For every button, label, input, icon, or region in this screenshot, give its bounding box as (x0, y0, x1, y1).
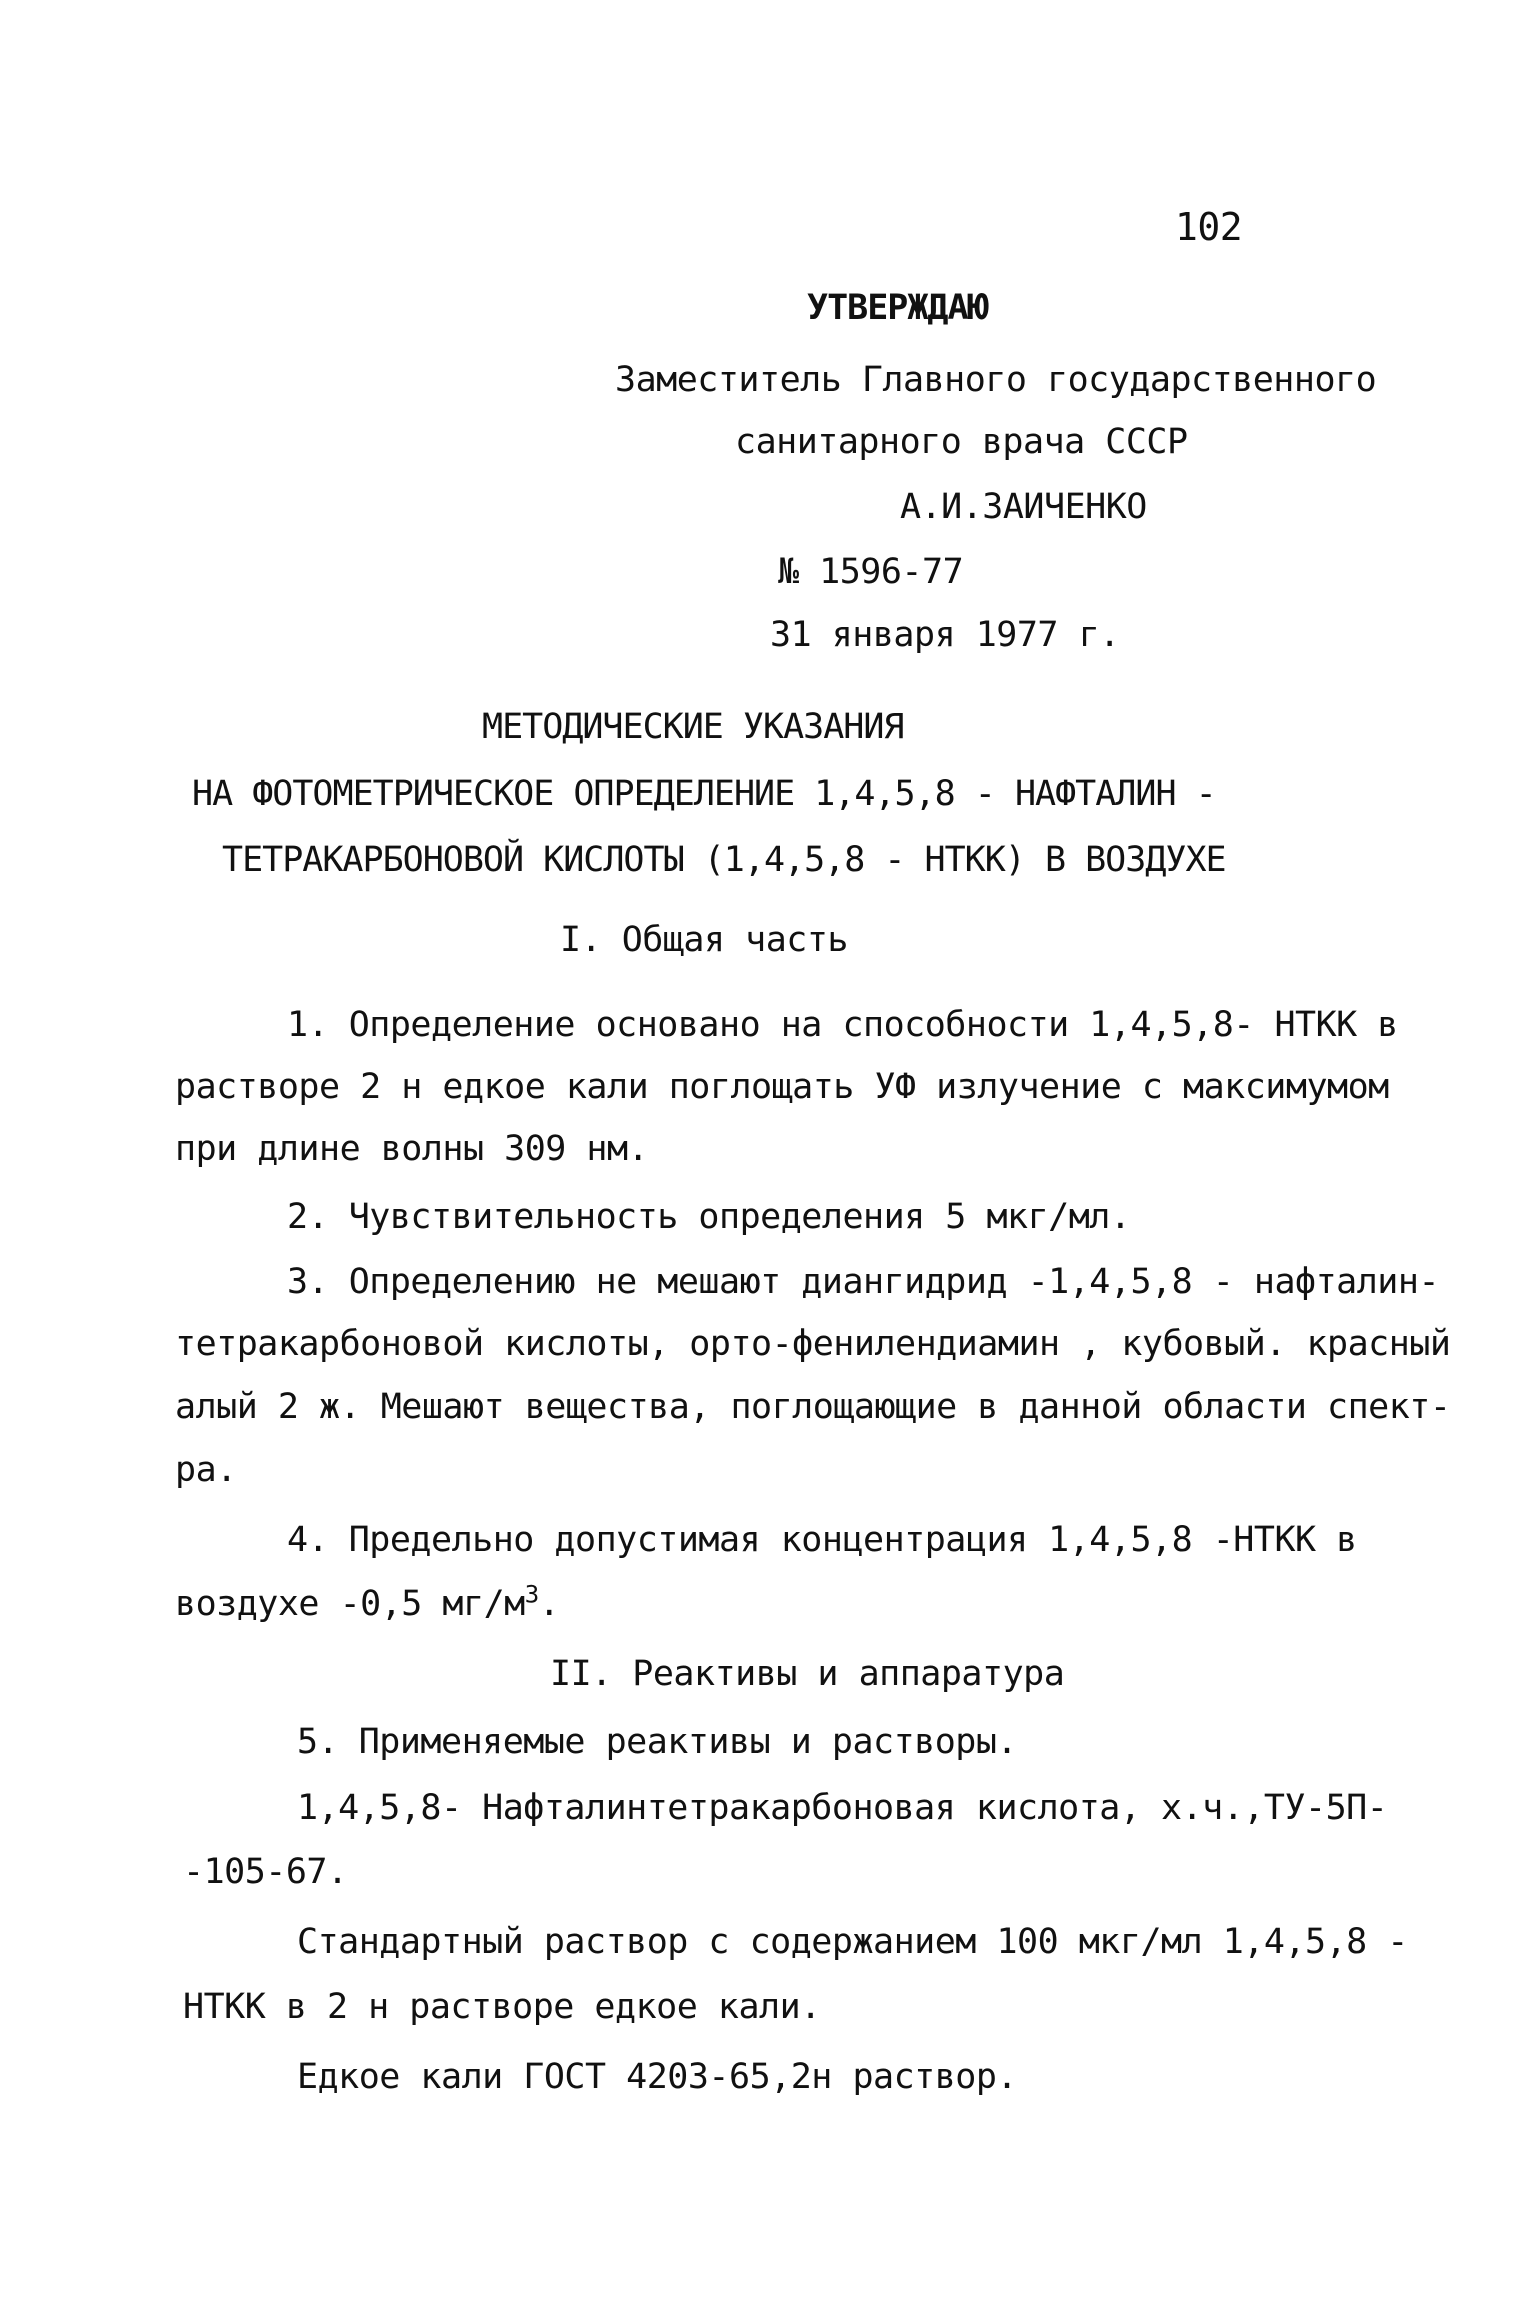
approval-number: № 1596-77 (778, 552, 964, 592)
approval-position-line1: Заместитель Главного государственного (615, 360, 1377, 400)
paragraph-4-line2-end: . (538, 1584, 560, 1624)
title-line2: НА ФОТОМЕТРИЧЕСКОЕ ОПРЕДЕЛЕНИЕ 1,4,5,8 - НАФТАЛИН - (192, 774, 1216, 814)
paragraph-4-line2 (175, 1582, 559, 1626)
reagent-3: Едкое кали ГОСТ 4203-65,2н раствор. (297, 2057, 1018, 2097)
approval-title: УТВЕРЖДАЮ (807, 288, 988, 328)
reagent-1-line2: -105-67. (183, 1852, 348, 1892)
approval-name: А.И.ЗАИЧЕНКО (900, 487, 1147, 527)
paragraph-2: 2. Чувствительность определения 5 мкг/мл. (287, 1197, 1131, 1237)
paragraph-1-line1: 1. Определение основано на способности 1,4,5,8- НТКК в (287, 1005, 1398, 1045)
paragraph-1-line2: растворе 2 н едкое кали поглощать УФ излучение с максимумом (175, 1067, 1389, 1107)
paragraph-1-line3: при длине волны 309 нм. (175, 1129, 649, 1169)
paragraph-4-line1: 4. Предельно допустимая концентрация 1,4,5,8 -НТКК в (287, 1520, 1357, 1560)
superscript-3: 3 (524, 1580, 539, 1609)
reagent-2-line2: НТКК в 2 н растворе едкое кали. (183, 1987, 821, 2027)
paragraph-3-line4: ра. (175, 1450, 237, 1490)
reagent-2-line1: Стандартный раствор с содержанием 100 мкг/мл 1,4,5,8 - (297, 1922, 1408, 1962)
paragraph-3-line3: алый 2 ж. Мешают вещества, поглощающие в данной области спект- (175, 1387, 1451, 1427)
title-line3: ТЕТРАКАРБОНОВОЙ КИСЛОТЫ (1,4,5,8 - НТКК) В ВОЗДУХЕ (222, 840, 1226, 880)
paragraph-4-line2-text: воздухе -0,5 мг/м (175, 1584, 525, 1624)
page-number: 102 (1175, 205, 1243, 249)
title-line1: МЕТОДИЧЕСКИЕ УКАЗАНИЯ (482, 707, 904, 747)
section2-heading: II. Реактивы и аппаратура (550, 1654, 1065, 1694)
section1-heading: I. Общая часть (560, 920, 849, 960)
reagent-1-line1: 1,4,5,8- Нафталинтетракарбоновая кислота, х.ч.,ТУ-5П- (297, 1788, 1388, 1828)
approval-position-line2: санитарного врача СССР (735, 422, 1188, 462)
paragraph-3-line1: 3. Определению не мешают диангидрид -1,4,5,8 - нафталин- (287, 1262, 1440, 1302)
paragraph-3-line2: тетракарбоновой кислоты, орто-фенилендиамин , кубовый. красный (175, 1324, 1451, 1364)
paragraph-5: 5. Применяемые реактивы и растворы. (297, 1722, 1018, 1762)
approval-date: 31 января 1977 г. (770, 615, 1120, 655)
